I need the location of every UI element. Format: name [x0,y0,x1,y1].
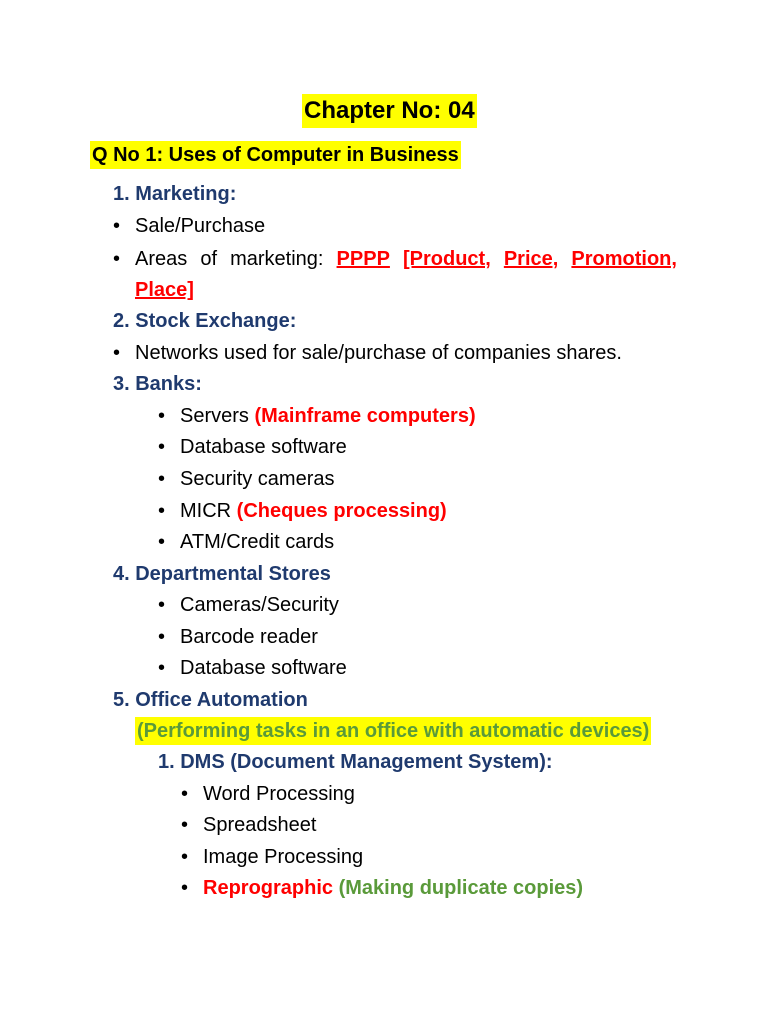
areas-label-word: Areas [135,248,188,270]
question-title: Q No 1: Uses of Computer in Business [90,141,461,169]
list-item-text: Cameras/Security [180,594,339,616]
list-item-text: Sale/Purchase [135,215,266,237]
bullet-icon: • [181,877,189,899]
areas-word: Promotion, [571,248,677,270]
section-heading-banks: 3. Banks: [113,373,202,395]
bullet-icon: • [158,436,166,458]
marketing-areas-line [135,245,677,273]
list-item [181,843,363,871]
list-item-text: Database software [180,436,347,458]
list-item-text: Spreadsheet [203,814,317,836]
list-item [158,654,347,682]
bullet-icon: • [181,814,189,836]
bullet-icon: • [113,248,121,270]
list-item-note: (Cheques processing) [236,500,447,522]
bullet-icon: • [113,342,121,364]
dms-heading: 1. DMS (Document Management System): [158,751,553,773]
list-item-text: MICR [180,500,237,522]
list-item [158,528,334,556]
bullet-icon: • [113,215,121,237]
list-item-text: Security cameras [180,468,335,490]
list-item-text: Networks used for sale/purchase of companies shares. [135,342,622,364]
list-item [158,591,339,619]
office-automation-description: (Performing tasks in an office with automatic devices) [135,717,651,745]
bullet-icon: • [158,657,166,679]
section-heading-departmental-stores: 4. Departmental Stores [113,563,331,585]
areas-word: Price, [503,248,559,270]
list-item-text: Barcode reader [180,626,318,648]
bullet-icon: • [158,626,166,648]
list-item-text: Database software [180,657,347,679]
bullet-icon: • [158,500,166,522]
list-item-text: Reprographic [203,877,334,899]
list-item [158,623,318,651]
list-item [158,497,447,525]
list-item-text: ATM/Credit cards [180,531,335,553]
list-item [181,811,316,839]
bullet-icon: • [181,846,189,868]
areas-word: [Product, [402,248,491,270]
bullet-marker [113,245,135,273]
list-item [158,433,347,461]
bullet-icon: • [181,783,189,805]
list-item-text: Word Processing [203,783,355,805]
list-item [181,874,583,902]
list-item-note: (Mainframe computers) [254,405,476,427]
areas-acronym: PPPP [336,248,390,270]
section-heading-marketing: 1. Marketing: [113,183,237,205]
areas-label-word: of [200,248,218,270]
list-item [181,780,355,808]
bullet-icon: • [158,594,166,616]
chapter-title: Chapter No: 04 [302,94,477,128]
section-heading-stock-exchange: 2. Stock Exchange: [113,310,297,332]
section-heading-office-automation: 5. Office Automation [113,689,308,711]
list-item [113,212,265,240]
list-item [158,402,476,430]
list-item [158,465,335,493]
list-item-text: Servers [180,405,255,427]
bullet-icon: • [158,405,166,427]
areas-last-word: Place] [135,279,194,301]
list-item-note: (Making duplicate copies) [338,877,584,899]
bullet-icon: • [158,531,166,553]
list-item-text: Image Processing [203,846,364,868]
list-item [113,339,622,367]
areas-label: marketing: [230,248,324,270]
bullet-icon: • [158,468,166,490]
